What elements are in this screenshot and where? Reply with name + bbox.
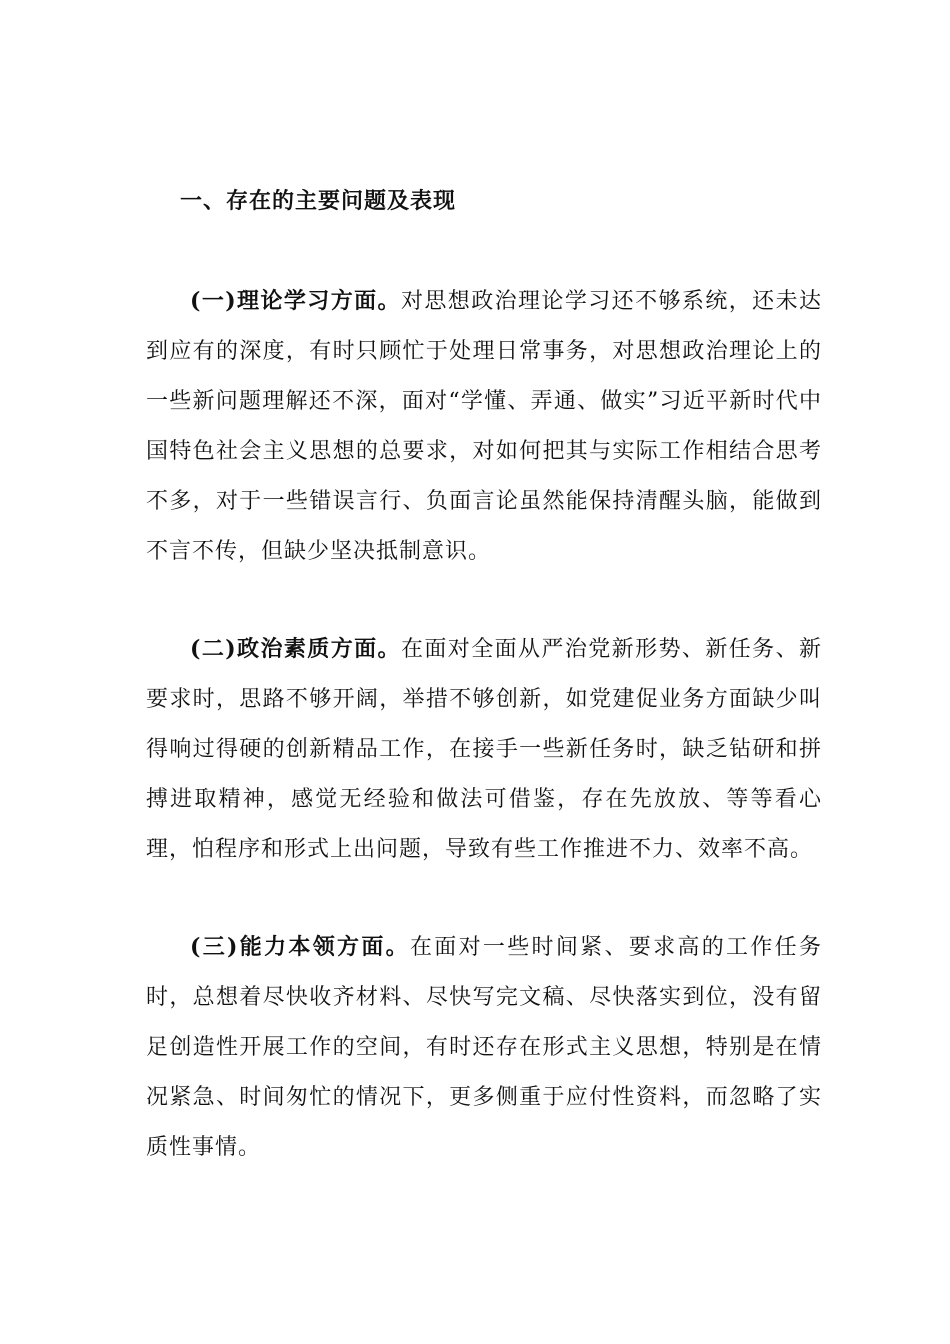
paragraph-lead: (二)政治素质方面。	[190, 636, 401, 662]
paragraph-body: 对思想政治理论学习还不够系统，还未达到应有的深度，有时只顾忙于处理日常事务，对思想政治理论上的一些新问题理解还不深，面对“学懂、弄通、做实”习近平新时代中国特色社会主义思想的总要求，对如何把其与实际工作相结合思考不多，对于一些错误言行、负面言论虽然能保持清醒头脑，能做到不言不传，但缺少坚决抵制意识。	[146, 289, 822, 564]
paragraph-capability	[146, 922, 822, 1173]
section-heading: 一、存在的主要问题及表现	[180, 188, 457, 214]
paragraph-body: 在面对全面从严治党新形势、新任务、新要求时，思路不够开阔，举措不够创新，如党建促业务方面缺少叫得响过得硬的创新精品工作，在接手一些新任务时，缺乏钻研和拼搏进取精神，感觉无经验和做法可借鉴，存在先放放、等等看心理，怕程序和形式上出问题，导致有些工作推进不力、效率不高。	[146, 637, 822, 862]
paragraph-body: 在面对一些时间紧、要求高的工作任务时，总想着尽快收齐材料、尽快写完文稿、尽快落实到位，没有留足创造性开展工作的空间，有时还存在形式主义思想，特别是在情况紧急、时间匆忙的情况下，更多侧重于应付性资料，而忽略了实质性事情。	[146, 935, 822, 1160]
paragraph-lead: (一)理论学习方面。	[190, 288, 401, 314]
paragraph-lead: (三)能力本领方面。	[190, 934, 410, 960]
paragraph-political-quality	[146, 624, 822, 875]
paragraph-theory-study	[146, 276, 822, 577]
